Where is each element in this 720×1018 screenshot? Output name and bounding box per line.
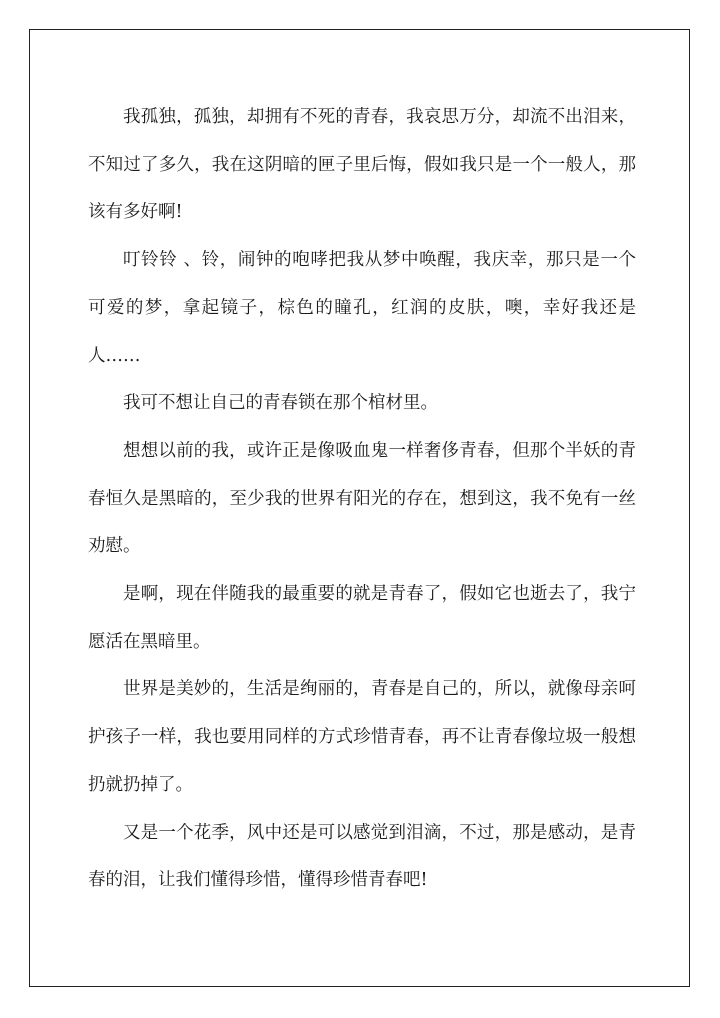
paragraph-7: 又是一个花季，风中还是可以感觉到泪滴，不过，那是感动，是青春的泪，让我们懂得珍惜，懂得珍惜青春吧! [88, 822, 636, 891]
paragraph-6: 世界是美妙的，生活是绚丽的，青春是自己的，所以，就像母亲呵护孩子一样，我也要用同样的方式珍惜青春，再不让青春像垃圾一般想扔就扔掉了。 [88, 679, 636, 795]
paragraph-5: 是啊，现在伴随我的最重要的就是青春了，假如它也逝去了，我宁愿活在黑暗里。 [88, 584, 636, 652]
document-page [29, 29, 690, 987]
paragraph-2: 叮铃铃 、铃，闹钟的咆哮把我从梦中唤醒，我庆幸，那只是一个可爱的梦，拿起镜子，棕色的瞳孔，红润的皮肤，噢，幸好我还是人…… [88, 250, 636, 366]
document-body [88, 94, 636, 905]
paragraph-3: 我可不想让自己的青春锁在那个棺材里。 [123, 393, 438, 414]
paragraph-1: 我孤独，孤独，却拥有不死的青春，我哀思万分，却流不出泪来，不知过了多久，我在这阴暗的匣子里后悔，假如我只是一个一般人，那该有多好啊! [88, 107, 636, 223]
paragraph-4: 想想以前的我，或许正是像吸血鬼一样奢侈青春，但那个半妖的青春恒久是黑暗的，至少我的世界有阳光的存在，想到这，我不免有一丝劝慰。 [88, 440, 636, 557]
